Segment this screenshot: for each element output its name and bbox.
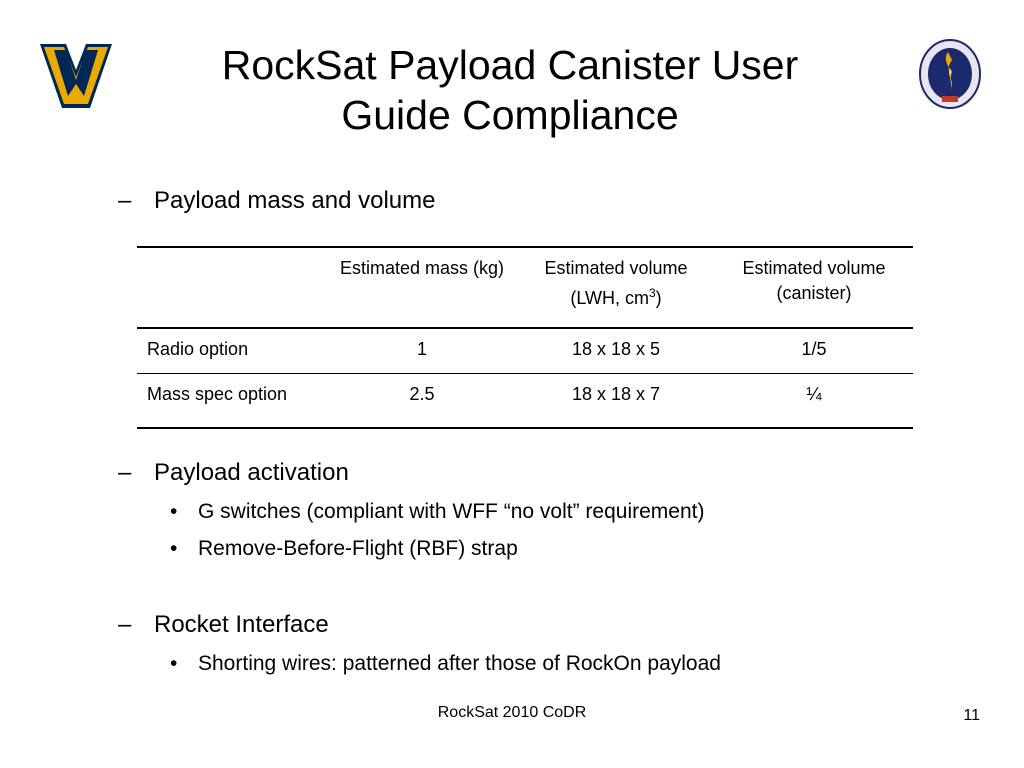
section-payload-activation — [118, 458, 349, 488]
section-text: Payload activation — [154, 459, 349, 486]
bullet-text: G switches (compliant with WFF “no volt” requirement) — [198, 500, 705, 523]
bullet-item — [170, 650, 721, 678]
table-cell: 1 — [416, 339, 427, 359]
nasa-space-grant-seal — [918, 38, 982, 110]
table-cell: 18 x 18 x 5 — [571, 339, 661, 359]
table-cell: Radio option — [147, 339, 249, 359]
table-header-cell: Estimated volume (LWH, $cm^3$) — [544, 258, 688, 308]
bullet-text: Remove-Before-Flight (RBF) strap — [198, 537, 518, 560]
bullet-marker: • — [170, 500, 178, 523]
table-header-row — [137, 247, 913, 328]
table-header-cell: Estimated volume (canister) — [742, 258, 886, 303]
bullet-item — [170, 535, 518, 563]
table-row — [137, 328, 913, 373]
table-cell: ¼ — [806, 383, 822, 404]
title-line-1: RockSat Payload Canister User — [221, 42, 799, 88]
page-number: 11 — [963, 707, 980, 724]
table-row — [137, 373, 913, 428]
section-text: Payload mass and volume — [154, 187, 436, 214]
dash-marker: – — [118, 611, 132, 638]
bullet-text: Shorting wires: patterned after those of RockOn payload — [198, 652, 721, 675]
section-payload-mass-volume — [118, 186, 435, 216]
section-rocket-interface — [118, 610, 329, 640]
wvu-logo — [38, 40, 114, 112]
bullet-marker: • — [170, 537, 178, 560]
table-cell: 2.5 — [409, 383, 435, 404]
table-cell: 18 x 18 x 7 — [571, 383, 661, 404]
dash-marker: – — [118, 187, 132, 214]
section-text: Rocket Interface — [154, 611, 329, 638]
slide-footer: RockSat 2010 CoDR — [437, 704, 587, 721]
dash-marker: – — [118, 459, 132, 486]
mass-volume-table — [137, 246, 913, 429]
bullet-marker: • — [170, 652, 178, 675]
bullet-item — [170, 498, 704, 526]
table-header-cell: Estimated mass (kg) — [339, 258, 505, 278]
table-header-cell — [137, 247, 327, 328]
table-cell: Mass spec option — [147, 383, 288, 404]
table-cell: 1/5 — [801, 339, 827, 359]
slide-title — [150, 40, 870, 140]
title-line-2: Guide Compliance — [341, 92, 679, 138]
